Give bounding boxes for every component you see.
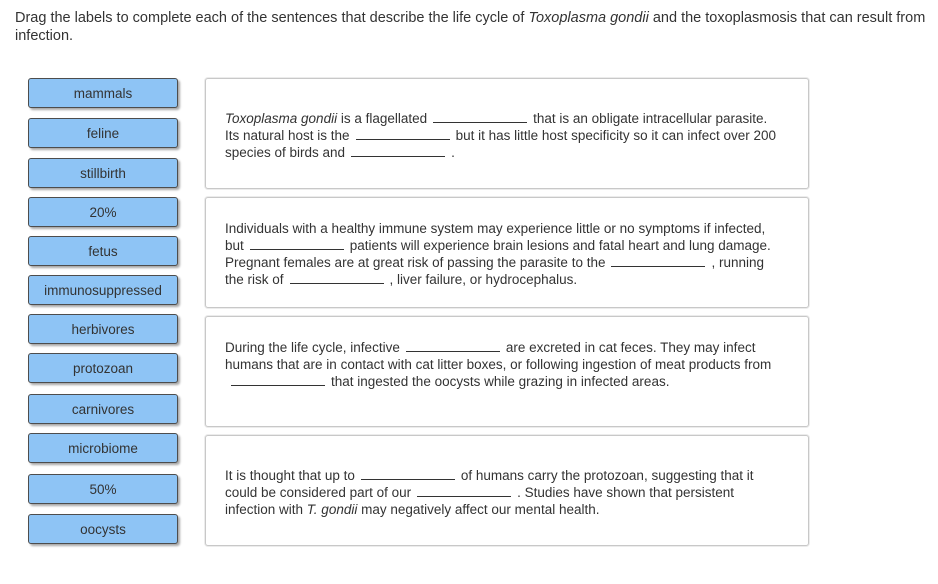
- blank-2-3[interactable]: [290, 272, 384, 284]
- blank-4-1[interactable]: [361, 468, 455, 480]
- blank-3-2[interactable]: [231, 374, 325, 386]
- sentence-4-part-3: . Studies have shown that persistent infection with: [225, 485, 735, 517]
- sentence-4-part-4: may negatively affect our mental health.: [357, 502, 600, 517]
- sentence-2-part-2: patients will experience brain lesions and fatal heart and lung damage. Pregnant females are at great risk of passing the parasite to the: [225, 238, 771, 270]
- label-20-percent[interactable]: 20%: [28, 197, 178, 227]
- instructions-organism: Toxoplasma gondii: [528, 10, 649, 26]
- blank-1-1[interactable]: [433, 111, 527, 123]
- sentence-box-2: [205, 197, 809, 308]
- blank-2-1[interactable]: [250, 238, 344, 250]
- instructions: [15, 9, 930, 45]
- label-feline[interactable]: feline: [28, 118, 178, 148]
- sentence-2-part-3: , running the risk of: [225, 255, 765, 287]
- blank-4-2[interactable]: [417, 485, 511, 497]
- blank-3-1[interactable]: [406, 340, 500, 352]
- sentence-4-text: [225, 467, 778, 518]
- sentence-2-part-4: , liver failure, or hydrocephalus.: [389, 272, 578, 287]
- sentence-2-part-1: Individuals with a healthy immune system may experience little or no symptoms if infected, but: [225, 221, 766, 253]
- label-carnivores[interactable]: carnivores: [28, 394, 178, 424]
- sentence-1-organism: Toxoplasma gondii: [225, 111, 338, 126]
- label-50-percent[interactable]: 50%: [28, 474, 178, 504]
- sentence-2-text: [225, 220, 778, 288]
- label-microbiome[interactable]: microbiome: [28, 433, 178, 463]
- sentence-box-4: [205, 435, 809, 546]
- sentence-1-part-3: but it has little host specificity so it can infect over 200 species of birds and: [225, 128, 776, 160]
- sentence-1-part-4: .: [451, 145, 455, 160]
- label-mammals[interactable]: mammals: [28, 78, 178, 108]
- sentence-4-part-1: It is thought that up to: [225, 468, 355, 483]
- sentence-4-organism: T. gondii: [306, 502, 358, 517]
- label-fetus[interactable]: fetus: [28, 236, 178, 266]
- label-herbivores[interactable]: herbivores: [28, 314, 178, 344]
- label-protozoan[interactable]: protozoan: [28, 353, 178, 383]
- sentence-4-part-2: of humans carry the protozoan, suggesting that it could be considered part of our: [225, 468, 754, 500]
- sentence-1-part-2: that is an obligate intracellular parasite. Its natural host is the: [225, 111, 768, 143]
- instructions-text-end: and the toxoplasmosis that can result from infection.: [15, 10, 926, 44]
- sentence-box-1: [205, 78, 809, 189]
- sentence-1-text: [225, 110, 778, 161]
- sentence-3-part-2: are excreted in cat feces. They may infect humans that are in contact with cat litter boxes, or following ingestion of meat products from: [225, 340, 772, 372]
- label-stillbirth[interactable]: stillbirth: [28, 158, 178, 188]
- blank-1-3[interactable]: [351, 145, 445, 157]
- blank-2-2[interactable]: [611, 255, 705, 267]
- instructions-text: Drag the labels to complete each of the sentences that describe the life cycle of: [15, 10, 529, 26]
- label-immunosuppressed[interactable]: immunosuppressed: [28, 275, 178, 305]
- sentence-3-part-1: During the life cycle, infective: [225, 340, 400, 355]
- label-oocysts[interactable]: oocysts: [28, 514, 178, 544]
- blank-1-2[interactable]: [356, 128, 450, 140]
- sentence-box-3: [205, 316, 809, 427]
- sentence-1-part-1: is a flagellated: [337, 111, 428, 126]
- sentence-3-part-3: that ingested the oocysts while grazing in infected areas.: [331, 374, 670, 389]
- sentence-3-text: [225, 339, 778, 390]
